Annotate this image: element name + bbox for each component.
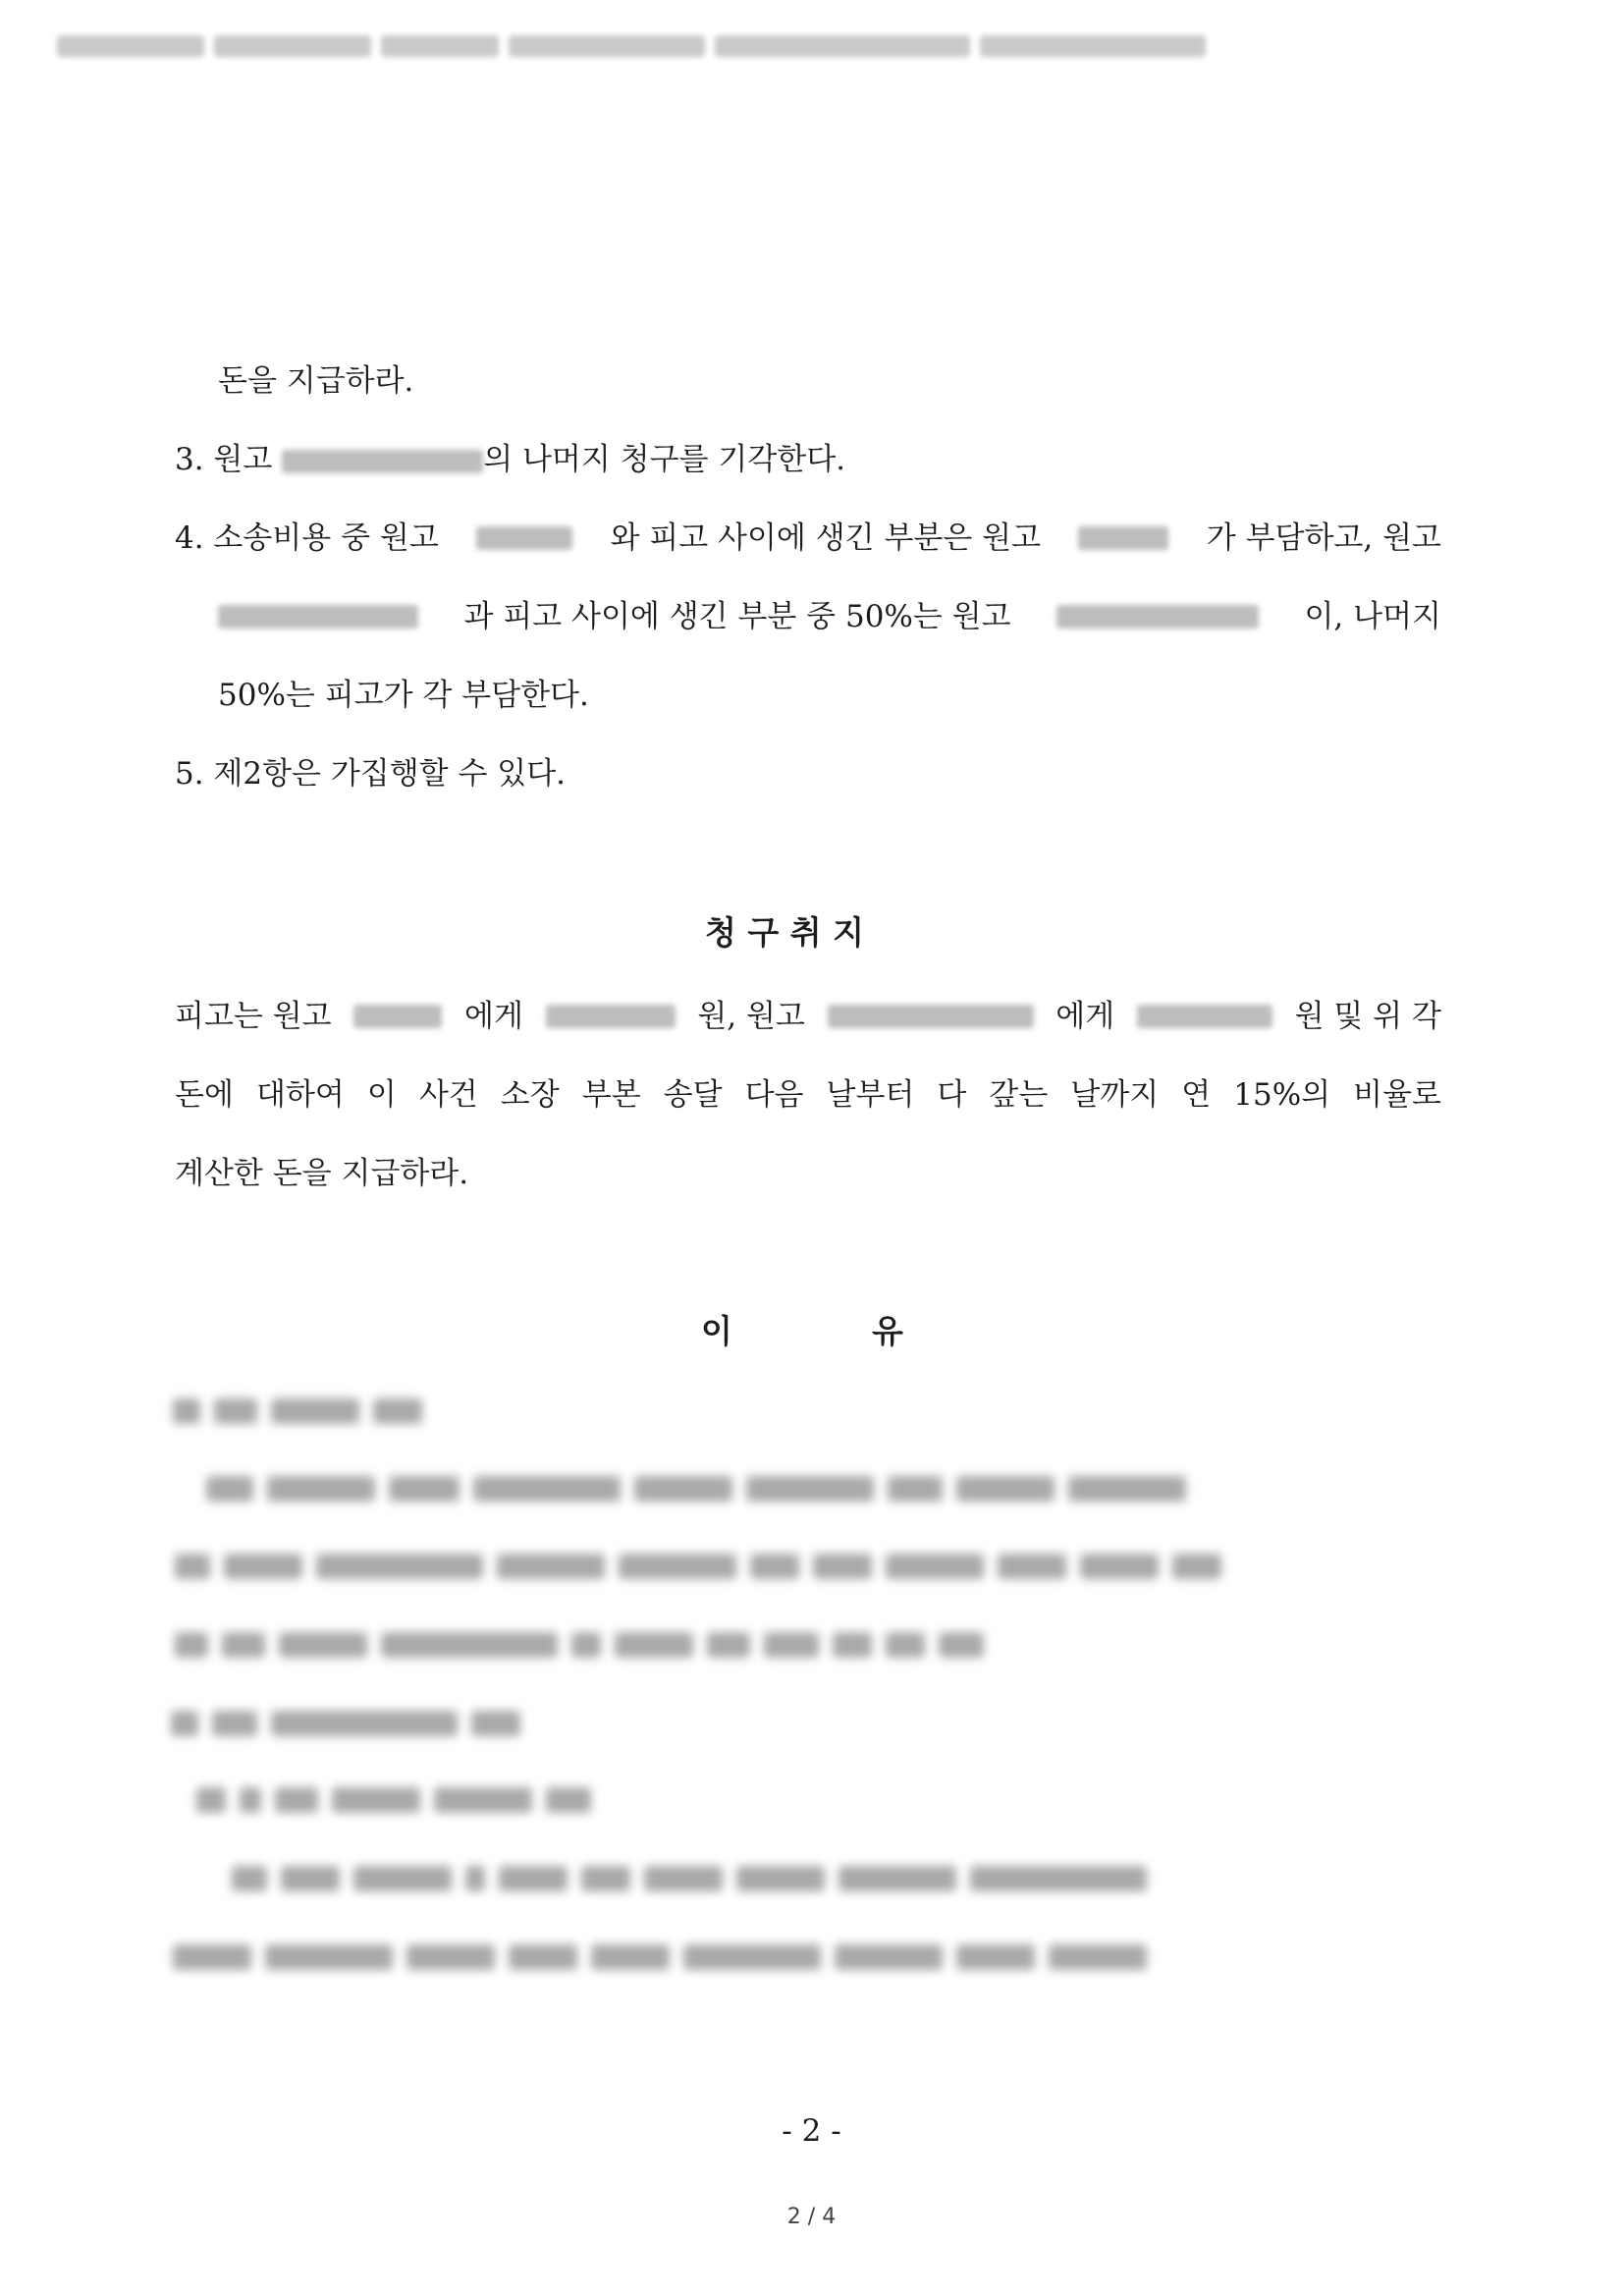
redacted-header [57,35,1237,61]
order-item-3: 3. 원고 의 나머지 청구를 기각한다. [175,442,846,477]
redacted-name [1078,526,1168,550]
claim-line-3: 계산한 돈을 지급하라. [175,1156,469,1191]
order-item-5: 5. 제2항은 가집행할 수 있다. [175,756,567,792]
order-item-4-line-2: 과 피고 사이에 생긴 부분 중 50%는 원고 이, 나머지 [218,597,1441,636]
redacted-text-line [173,1398,436,1432]
page-number: - 2 - [782,2113,841,2149]
redacted-text-line [175,1632,998,1666]
redacted-name [828,1005,1034,1028]
redacted-name [353,1005,442,1028]
redacted-text-line [175,1554,1235,1587]
reason-title-left: 이 [701,1312,732,1350]
redacted-text-line [173,1944,1161,1978]
order-item-4-line-3: 50%는 피고가 각 부담한다. [218,678,589,713]
redacted-name [476,526,572,550]
claim-title: 청 구 취 지 [705,913,864,952]
redacted-text-line [232,1866,1161,1899]
page-indicator: 2 / 4 [786,2205,837,2229]
reason-title-right: 유 [872,1312,903,1350]
claim-line-2: 돈에 대하여 이 사건 소장 부본 송달 다음 날부터 다 갚는 날까지 연 15%의 비율로 [175,1077,1441,1113]
redacted-text-line [171,1711,534,1744]
redacted-name [1056,605,1259,629]
order-item-4-line-1: 4. 소송비용 중 원고 와 피고 사이에 생긴 부분은 원고 가 부담하고, 원고 [175,520,1441,556]
redacted-name [282,450,483,473]
redacted-amount [1137,1005,1272,1028]
order-line-1: 돈을 지급하라. [218,363,414,399]
claim-line-1: 피고는 원고 에게 원, 원고 에게 원 및 위 각 [175,999,1441,1034]
redacted-amount [546,1005,676,1028]
redacted-text-line [196,1787,605,1821]
redacted-name [218,605,418,629]
redacted-text-line [206,1476,1200,1509]
